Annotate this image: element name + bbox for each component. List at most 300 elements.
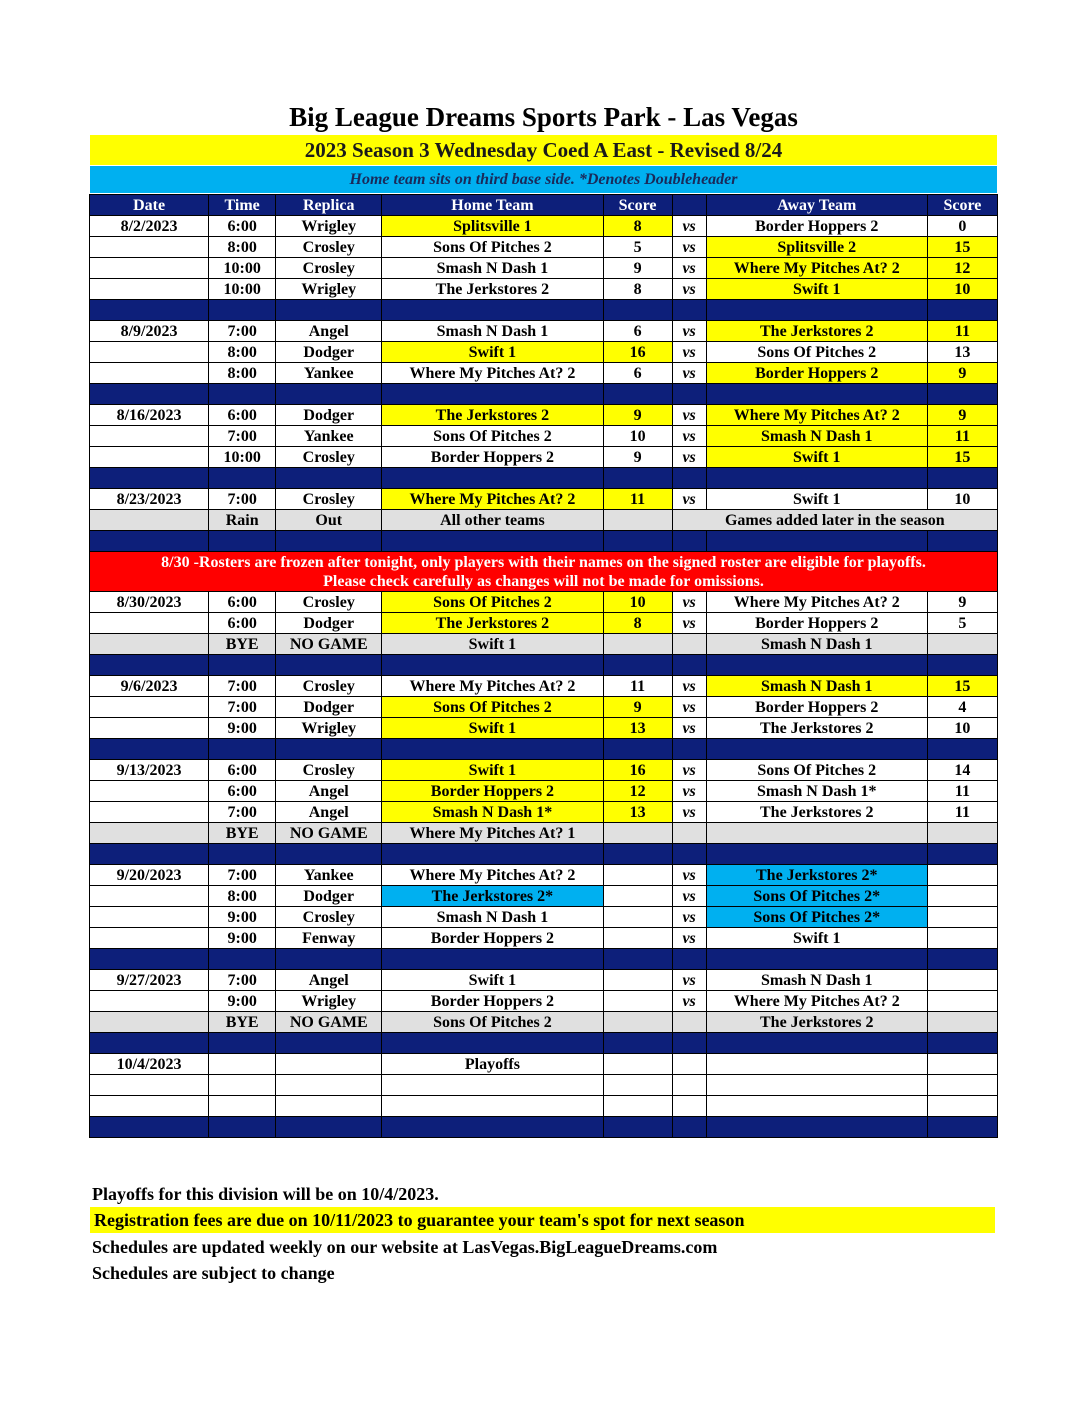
separator-cell xyxy=(603,844,672,865)
home-score-cell: 12 xyxy=(603,781,672,802)
separator-cell xyxy=(276,844,382,865)
home-team-cell: The Jerkstores 2* xyxy=(382,886,603,907)
date-cell xyxy=(90,279,209,300)
separator-cell xyxy=(927,949,997,970)
replica-cell: Angel xyxy=(276,321,382,342)
empty-cell xyxy=(672,1054,706,1075)
home-team-cell: The Jerkstores 2 xyxy=(382,405,603,426)
replica-cell: Crosley xyxy=(276,489,382,510)
separator-cell xyxy=(382,655,603,676)
separator-cell xyxy=(90,655,209,676)
header-date: Date xyxy=(90,195,209,216)
date-cell: 8/16/2023 xyxy=(90,405,209,426)
replica-cell: Crosley xyxy=(276,237,382,258)
replica-cell: Dodger xyxy=(276,613,382,634)
replica-cell: Crosley xyxy=(276,447,382,468)
week-separator-row xyxy=(90,949,998,970)
home-team-cell: Where My Pitches At? 2 xyxy=(382,865,603,886)
header-replica: Replica xyxy=(276,195,382,216)
replica-cell: Dodger xyxy=(276,886,382,907)
home-score-cell: 16 xyxy=(603,342,672,363)
empty-cell xyxy=(672,1096,706,1117)
game-row xyxy=(90,447,998,468)
home-team-cell: Swift 1 xyxy=(382,634,603,655)
footer-registration: Registration fees are due on 10/11/2023 to guarantee your team's spot for next season xyxy=(90,1207,995,1233)
home-team-cell: Where My Pitches At? 1 xyxy=(382,823,603,844)
away-team-cell: The Jerkstores 2 xyxy=(706,1012,927,1033)
away-score-cell: 11 xyxy=(927,321,997,342)
game-row xyxy=(90,676,998,697)
date-cell: 9/13/2023 xyxy=(90,760,209,781)
away-score-cell: 5 xyxy=(927,613,997,634)
empty-cell xyxy=(382,1096,603,1117)
home-score-cell xyxy=(603,634,672,655)
separator-cell xyxy=(927,1033,997,1054)
roster-alert-row xyxy=(90,552,998,592)
home-score-cell xyxy=(603,865,672,886)
home-team-cell: All other teams xyxy=(382,510,603,531)
away-score-cell xyxy=(927,1012,997,1033)
home-score-cell: 9 xyxy=(603,258,672,279)
replica-cell: Crosley xyxy=(276,760,382,781)
replica-cell: Angel xyxy=(276,970,382,991)
game-row xyxy=(90,237,998,258)
home-score-cell: 13 xyxy=(603,718,672,739)
away-score-cell: 15 xyxy=(927,676,997,697)
date-cell xyxy=(90,613,209,634)
week-separator-row xyxy=(90,1033,998,1054)
empty-cell xyxy=(603,1075,672,1096)
home-team-cell: Where My Pitches At? 2 xyxy=(382,363,603,384)
separator-cell xyxy=(927,384,997,405)
home-team-cell: Swift 1 xyxy=(382,718,603,739)
home-team-cell: Border Hoppers 2 xyxy=(382,928,603,949)
home-score-cell xyxy=(603,907,672,928)
vs-cell: vs xyxy=(672,405,706,426)
time-cell: 6:00 xyxy=(209,592,276,613)
away-team-cell: Border Hoppers 2 xyxy=(706,697,927,718)
week-separator-row xyxy=(90,655,998,676)
home-score-cell: 8 xyxy=(603,279,672,300)
blank-row xyxy=(90,1096,998,1117)
separator-cell xyxy=(927,739,997,760)
separator-cell xyxy=(706,300,927,321)
separator-cell xyxy=(603,531,672,552)
away-score-cell: 9 xyxy=(927,405,997,426)
bye-row xyxy=(90,1012,998,1033)
home-team-cell: Sons Of Pitches 2 xyxy=(382,592,603,613)
away-team-cell: Border Hoppers 2 xyxy=(706,613,927,634)
replica-cell: Dodger xyxy=(276,405,382,426)
game-row xyxy=(90,928,998,949)
home-team-cell: Swift 1 xyxy=(382,970,603,991)
roster-alert-line-1: 8/30 -Rosters are frozen after tonight, only players with their names on the signed roster are eligible for playoffs. xyxy=(161,553,926,571)
separator-cell xyxy=(706,844,927,865)
separator-cell xyxy=(672,1033,706,1054)
separator-cell xyxy=(382,531,603,552)
away-team-cell: Smash N Dash 1 xyxy=(706,426,927,447)
replica-cell: Fenway xyxy=(276,928,382,949)
time-cell: 7:00 xyxy=(209,489,276,510)
time-cell: 10:00 xyxy=(209,279,276,300)
vs-cell: vs xyxy=(672,970,706,991)
away-team-cell: Where My Pitches At? 2 xyxy=(706,991,927,1012)
home-score-cell xyxy=(603,510,672,531)
separator-cell xyxy=(209,384,276,405)
separator-cell xyxy=(90,300,209,321)
separator-cell xyxy=(927,300,997,321)
separator-cell xyxy=(927,468,997,489)
empty-cell xyxy=(90,1075,209,1096)
date-cell: 8/23/2023 xyxy=(90,489,209,510)
home-team-cell: Border Hoppers 2 xyxy=(382,781,603,802)
header-away-score: Score xyxy=(927,195,997,216)
separator-cell xyxy=(276,655,382,676)
game-row xyxy=(90,363,998,384)
separator-cell xyxy=(276,739,382,760)
away-team-cell: Smash N Dash 1 xyxy=(706,676,927,697)
vs-cell: vs xyxy=(672,760,706,781)
home-score-cell: 8 xyxy=(603,613,672,634)
away-score-cell: 11 xyxy=(927,426,997,447)
empty-cell xyxy=(209,1096,276,1117)
date-cell xyxy=(90,447,209,468)
date-cell xyxy=(90,991,209,1012)
home-team-cell: Swift 1 xyxy=(382,342,603,363)
game-row xyxy=(90,781,998,802)
vs-cell: vs xyxy=(672,697,706,718)
time-cell: 6:00 xyxy=(209,405,276,426)
separator-cell xyxy=(209,1117,276,1138)
separator-cell xyxy=(603,1033,672,1054)
away-score-cell xyxy=(927,907,997,928)
away-score-cell: 10 xyxy=(927,718,997,739)
away-score-cell: 12 xyxy=(927,258,997,279)
home-team-cell: Sons Of Pitches 2 xyxy=(382,1012,603,1033)
game-row xyxy=(90,907,998,928)
replica-cell: Wrigley xyxy=(276,991,382,1012)
page-title: Big League Dreams Sports Park - Las Vegas xyxy=(289,102,798,132)
away-team-cell xyxy=(706,823,927,844)
date-cell xyxy=(90,781,209,802)
vs-cell: vs xyxy=(672,447,706,468)
separator-cell xyxy=(706,384,927,405)
away-team-cell: Where My Pitches At? 2 xyxy=(706,592,927,613)
away-score-cell xyxy=(927,970,997,991)
date-cell xyxy=(90,1012,209,1033)
away-score-cell: 11 xyxy=(927,781,997,802)
away-team-cell: The Jerkstores 2 xyxy=(706,321,927,342)
away-team-cell: Where My Pitches At? 2 xyxy=(706,258,927,279)
bye-row xyxy=(90,634,998,655)
empty-cell xyxy=(706,1054,927,1075)
rain-out-row xyxy=(90,510,998,531)
date-cell xyxy=(90,802,209,823)
away-score-cell: 9 xyxy=(927,592,997,613)
away-score-cell: 14 xyxy=(927,760,997,781)
away-score-cell xyxy=(927,634,997,655)
replica-cell: Wrigley xyxy=(276,279,382,300)
separator-cell xyxy=(90,531,209,552)
away-score-cell: 15 xyxy=(927,237,997,258)
replica-cell: NO GAME xyxy=(276,823,382,844)
separator-cell xyxy=(276,1033,382,1054)
away-team-cell: Smash N Dash 1* xyxy=(706,781,927,802)
vs-cell: vs xyxy=(672,489,706,510)
away-score-cell xyxy=(927,865,997,886)
home-score-cell: 10 xyxy=(603,426,672,447)
roster-alert-line-2: Please check carefully as changes will not be made for omissions. xyxy=(323,572,764,590)
separator-cell xyxy=(672,384,706,405)
away-score-cell: 11 xyxy=(927,802,997,823)
playoff-row xyxy=(90,1054,998,1075)
separator-cell xyxy=(382,844,603,865)
empty-cell xyxy=(90,1096,209,1117)
time-cell: 7:00 xyxy=(209,321,276,342)
separator-cell xyxy=(706,949,927,970)
separator-cell xyxy=(382,300,603,321)
time-cell: 8:00 xyxy=(209,237,276,258)
away-score-cell xyxy=(927,886,997,907)
separator-cell xyxy=(382,1117,603,1138)
away-team-cell: Swift 1 xyxy=(706,928,927,949)
away-team-cell: The Jerkstores 2* xyxy=(706,865,927,886)
home-team-cell: Splitsville 1 xyxy=(382,216,603,237)
vs-cell: vs xyxy=(672,886,706,907)
time-cell: Rain xyxy=(209,510,276,531)
separator-cell xyxy=(603,655,672,676)
separator-cell xyxy=(706,1033,927,1054)
separator-cell xyxy=(90,844,209,865)
game-row xyxy=(90,760,998,781)
separator-cell xyxy=(90,468,209,489)
time-cell: 7:00 xyxy=(209,697,276,718)
time-cell: 7:00 xyxy=(209,802,276,823)
separator-cell xyxy=(90,384,209,405)
replica-cell: Angel xyxy=(276,802,382,823)
home-team-cell: Border Hoppers 2 xyxy=(382,991,603,1012)
vs-cell: vs xyxy=(672,321,706,342)
separator-cell xyxy=(382,949,603,970)
empty-cell xyxy=(276,1075,382,1096)
replica-cell: Dodger xyxy=(276,697,382,718)
separator-cell xyxy=(927,1117,997,1138)
time-cell: 7:00 xyxy=(209,676,276,697)
empty-cell xyxy=(927,1075,997,1096)
separator-cell xyxy=(706,655,927,676)
away-score-cell: 10 xyxy=(927,489,997,510)
week-separator-row xyxy=(90,468,998,489)
home-score-cell: 16 xyxy=(603,760,672,781)
separator-cell xyxy=(603,468,672,489)
separator-cell xyxy=(276,531,382,552)
time-cell: 10:00 xyxy=(209,447,276,468)
separator-cell xyxy=(209,844,276,865)
empty-cell xyxy=(603,1054,672,1075)
empty-cell xyxy=(209,1075,276,1096)
time-cell: 9:00 xyxy=(209,907,276,928)
replica-cell: Yankee xyxy=(276,865,382,886)
away-team-cell: Splitsville 2 xyxy=(706,237,927,258)
vs-cell xyxy=(672,823,706,844)
away-team-cell: Swift 1 xyxy=(706,279,927,300)
home-team-cell: Smash N Dash 1 xyxy=(382,321,603,342)
home-score-cell: 11 xyxy=(603,489,672,510)
replica-cell: Yankee xyxy=(276,426,382,447)
game-row xyxy=(90,405,998,426)
home-team-cell: Sons Of Pitches 2 xyxy=(382,237,603,258)
home-team-cell: Smash N Dash 1* xyxy=(382,802,603,823)
empty-cell xyxy=(276,1096,382,1117)
separator-cell xyxy=(603,739,672,760)
away-team-cell: Sons Of Pitches 2 xyxy=(706,760,927,781)
home-team-cell: Smash N Dash 1 xyxy=(382,907,603,928)
separator-cell xyxy=(672,844,706,865)
away-team-cell: Where My Pitches At? 2 xyxy=(706,405,927,426)
separator-cell xyxy=(90,1117,209,1138)
home-score-cell xyxy=(603,970,672,991)
time-cell: 6:00 xyxy=(209,781,276,802)
date-cell xyxy=(90,634,209,655)
separator-cell xyxy=(382,739,603,760)
header-vs xyxy=(672,195,706,216)
game-row xyxy=(90,342,998,363)
separator-cell xyxy=(603,300,672,321)
home-score-cell: 9 xyxy=(603,697,672,718)
home-team-cell: Swift 1 xyxy=(382,760,603,781)
home-team-cell: Sons Of Pitches 2 xyxy=(382,426,603,447)
game-row xyxy=(90,321,998,342)
time-cell: 7:00 xyxy=(209,970,276,991)
home-score-cell: 9 xyxy=(603,405,672,426)
home-team-cell: The Jerkstores 2 xyxy=(382,279,603,300)
separator-cell xyxy=(672,300,706,321)
empty-cell xyxy=(927,1054,997,1075)
separator-cell xyxy=(927,844,997,865)
date-cell xyxy=(90,237,209,258)
replica-cell: Wrigley xyxy=(276,718,382,739)
game-row xyxy=(90,697,998,718)
home-team-cell: Border Hoppers 2 xyxy=(382,447,603,468)
date-cell xyxy=(90,886,209,907)
week-separator-row xyxy=(90,739,998,760)
vs-cell: vs xyxy=(672,865,706,886)
game-row xyxy=(90,592,998,613)
date-cell: 9/20/2023 xyxy=(90,865,209,886)
separator-cell xyxy=(90,1033,209,1054)
date-cell xyxy=(90,823,209,844)
vs-cell: vs xyxy=(672,342,706,363)
separator-cell xyxy=(603,949,672,970)
date-cell xyxy=(90,697,209,718)
separator-cell xyxy=(209,531,276,552)
separator-cell xyxy=(603,384,672,405)
week-separator-row xyxy=(90,844,998,865)
date-cell: 8/30/2023 xyxy=(90,592,209,613)
season-subtitle: 2023 Season 3 Wednesday Coed A East - Revised 8/24 xyxy=(90,135,997,165)
separator-cell xyxy=(209,468,276,489)
bye-row xyxy=(90,823,998,844)
away-team-cell: Sons Of Pitches 2* xyxy=(706,907,927,928)
roster-alert xyxy=(90,552,998,592)
vs-cell: vs xyxy=(672,613,706,634)
replica-cell: Yankee xyxy=(276,363,382,384)
home-team-cell: Where My Pitches At? 2 xyxy=(382,489,603,510)
date-cell xyxy=(90,342,209,363)
date-cell xyxy=(90,907,209,928)
time-cell: 8:00 xyxy=(209,342,276,363)
separator-cell xyxy=(672,655,706,676)
game-row xyxy=(90,865,998,886)
separator-cell xyxy=(706,468,927,489)
vs-cell: vs xyxy=(672,718,706,739)
home-score-cell xyxy=(603,1012,672,1033)
time-cell: 7:00 xyxy=(209,865,276,886)
time-cell: 10:00 xyxy=(209,258,276,279)
away-score-cell xyxy=(927,823,997,844)
empty-cell xyxy=(672,1075,706,1096)
blank-row xyxy=(90,1075,998,1096)
replica-cell: Angel xyxy=(276,781,382,802)
date-cell: 10/4/2023 xyxy=(90,1054,209,1075)
home-score-cell xyxy=(603,991,672,1012)
game-row xyxy=(90,802,998,823)
separator-cell xyxy=(276,1117,382,1138)
separator-cell xyxy=(382,468,603,489)
home-team-cell: Playoffs xyxy=(382,1054,603,1075)
separator-cell xyxy=(276,384,382,405)
separator-cell xyxy=(382,1033,603,1054)
game-row xyxy=(90,991,998,1012)
time-cell: 9:00 xyxy=(209,928,276,949)
away-team-cell: Swift 1 xyxy=(706,489,927,510)
replica-cell: NO GAME xyxy=(276,634,382,655)
week-separator-row xyxy=(90,1117,998,1138)
home-team-cell: The Jerkstores 2 xyxy=(382,613,603,634)
away-team-cell: Border Hoppers 2 xyxy=(706,216,927,237)
separator-cell xyxy=(276,468,382,489)
away-score-cell: 9 xyxy=(927,363,997,384)
time-cell: 8:00 xyxy=(209,363,276,384)
separator-cell xyxy=(672,1117,706,1138)
date-cell xyxy=(90,258,209,279)
empty-cell xyxy=(382,1075,603,1096)
replica-cell: Wrigley xyxy=(276,216,382,237)
vs-cell: vs xyxy=(672,279,706,300)
game-row xyxy=(90,258,998,279)
replica-cell: Out xyxy=(276,510,382,531)
time-cell: 8:00 xyxy=(209,886,276,907)
time-cell: BYE xyxy=(209,823,276,844)
schedule-table xyxy=(89,194,998,1138)
separator-cell xyxy=(209,655,276,676)
footer-playoffs: Playoffs for this division will be on 10/4/2023. xyxy=(92,1184,439,1204)
rain-out-note: Games added later in the season xyxy=(672,510,997,531)
away-score-cell xyxy=(927,928,997,949)
away-score-cell: 0 xyxy=(927,216,997,237)
header-home-team: Home Team xyxy=(382,195,603,216)
separator-cell xyxy=(276,300,382,321)
header-home-score: Score xyxy=(603,195,672,216)
separator-cell xyxy=(209,949,276,970)
separator-cell xyxy=(706,739,927,760)
away-team-cell: The Jerkstores 2 xyxy=(706,718,927,739)
game-row xyxy=(90,886,998,907)
away-score-cell: 10 xyxy=(927,279,997,300)
empty-cell xyxy=(706,1096,927,1117)
game-row xyxy=(90,613,998,634)
replica-cell: Crosley xyxy=(276,592,382,613)
